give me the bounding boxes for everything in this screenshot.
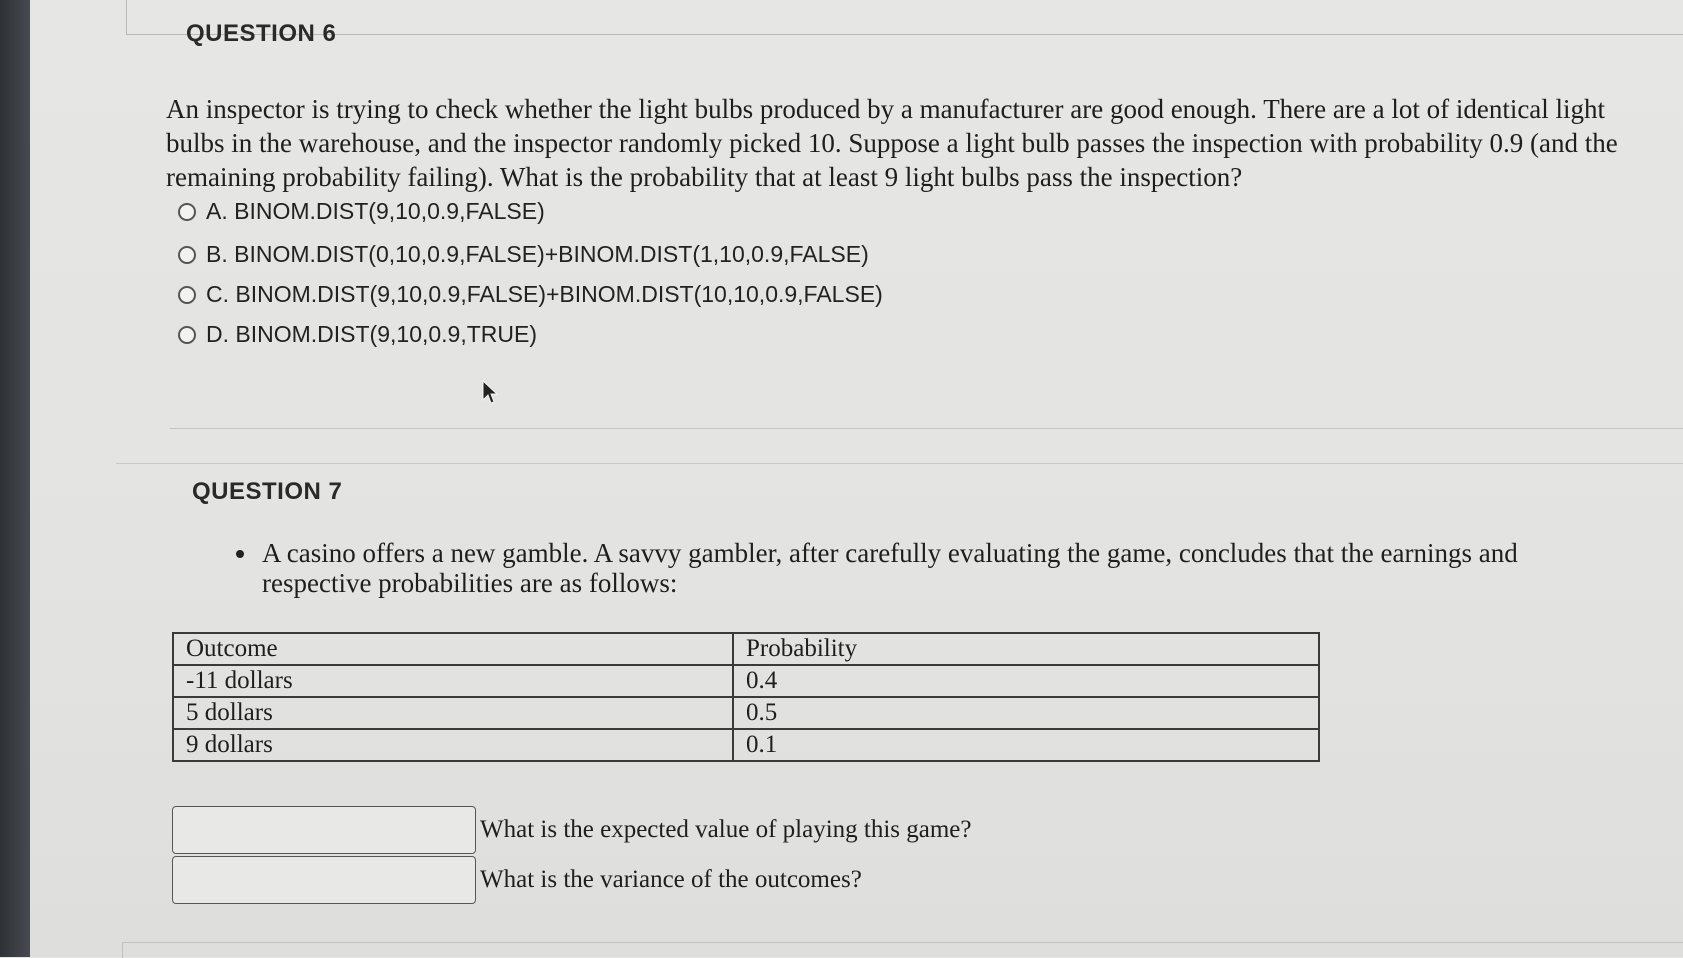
table-row (173, 697, 1319, 729)
table-cell: 0.4 (733, 665, 1319, 697)
radio-button-icon[interactable] (178, 326, 196, 344)
option-b[interactable] (178, 241, 869, 268)
table-cell: 9 dollars (173, 729, 733, 761)
question-7-bullet-item (236, 538, 1566, 598)
radio-button-icon[interactable] (178, 286, 196, 304)
table-row (173, 729, 1319, 761)
radio-button-icon[interactable] (178, 246, 196, 264)
option-c[interactable] (178, 281, 883, 308)
option-c-label: C. BINOM.DIST(9,10,0.9,FALSE)+BINOM.DIST(10,10,0.9,FALSE) (206, 281, 883, 307)
radio-button-icon[interactable] (178, 203, 196, 221)
bullet-icon (236, 550, 244, 558)
table-header-row (173, 633, 1319, 665)
option-a[interactable] (178, 198, 545, 225)
variance-label: What is the variance of the outcomes? (480, 866, 862, 893)
quiz-page (30, 0, 1683, 957)
table-header-cell: Outcome (173, 633, 733, 665)
option-d-label: D. BINOM.DIST(9,10,0.9,TRUE) (206, 321, 538, 347)
option-a-label: A. BINOM.DIST(9,10,0.9,FALSE) (206, 198, 545, 224)
table-header-cell: Probability (733, 633, 1319, 665)
outcome-probability-table (172, 632, 1320, 762)
option-d[interactable] (178, 321, 537, 348)
question-divider (170, 428, 1683, 429)
expected-value-row (172, 806, 972, 854)
question-6-header-frame (126, 0, 1683, 35)
question-6-prompt: An inspector is trying to check whether the light bulbs produced by a manufacturer are good enough. There are a lot of identical light bulbs in the warehouse, and the inspector randomly picked 10. Suppose a light bulb passes the inspection with probability 0.9 (and the remaining probability failing). What is the probability that at least 9 light bulbs pass the inspection? (166, 94, 1618, 192)
next-question-frame (122, 942, 1683, 958)
variance-row (172, 856, 862, 904)
option-b-label: B. BINOM.DIST(0,10,0.9,FALSE)+BINOM.DIST(1,10,0.9,FALSE) (206, 241, 869, 267)
table-row (173, 665, 1319, 697)
question-7-prompt: A casino offers a new gamble. A savvy gambler, after carefully evaluating the game, concludes that the earnings and respective probabilities are as follows: (262, 538, 1518, 598)
question-6-title: QUESTION 6 (186, 20, 337, 47)
mouse-pointer-icon (481, 380, 499, 406)
variance-input[interactable] (172, 856, 476, 904)
question-7-title: QUESTION 7 (192, 478, 343, 505)
expected-value-label: What is the expected value of playing this game? (480, 816, 972, 843)
expected-value-input[interactable] (172, 806, 476, 854)
table-cell: 0.5 (733, 697, 1319, 729)
table-cell: -11 dollars (173, 665, 733, 697)
table-cell: 0.1 (733, 729, 1319, 761)
screen-bezel (0, 0, 30, 957)
question-divider (116, 463, 1683, 464)
table-cell: 5 dollars (173, 697, 733, 729)
